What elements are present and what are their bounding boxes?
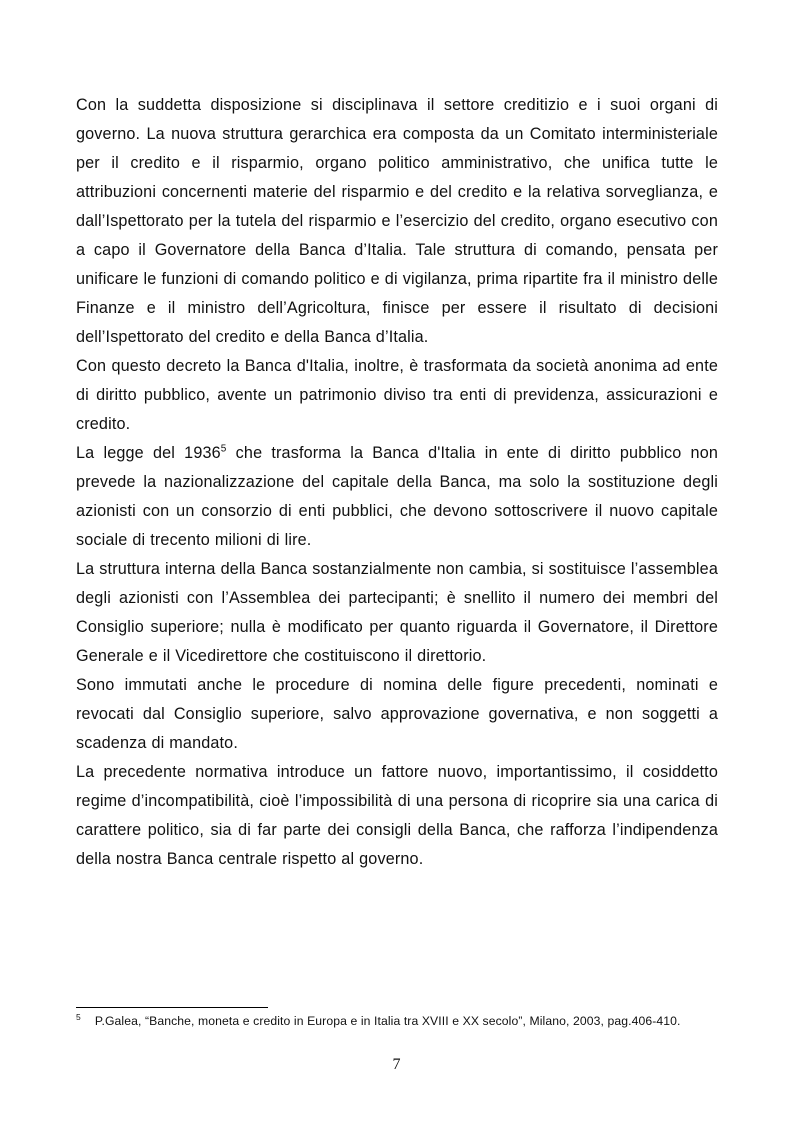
paragraph-2: Con questo decreto la Banca d'Italia, inoltre, è trasformata da società anonima ad ente di diritto pubblico, avente un patrimonio diviso tra enti di previdenza, assicurazioni e credito. [76,357,718,433]
paragraph-1: Con la suddetta disposizione si disciplinava il settore creditizio e i suoi organi di governo. La nuova struttura gerarchica era composta da un Comitato interministeriale per il credito e il risparmio, organo politico amministrativo, che unifica tutte le attribuzioni concernenti materie del risparmio e del credito e la relativa sorveglianza, e dall’Ispettorato per la tutela del risparmio e l’esercizio del credito, organo esecutivo con a capo il Governatore della Banca d’Italia. Tale struttura di comando, pensata per unificare le funzioni di comando politico e di vigilanza, prima ripartite fra il ministro delle Finanze e il ministro dell’Agricoltura, finisce per essere il risultato di decisioni dell’Ispettorato del credito e della Banca d’Italia. [76,96,718,346]
footnote-number: 5 [76,1011,81,1022]
paragraph-4: La struttura interna della Banca sostanzialmente non cambia, si sostituisce l’assemblea degli azionisti con l’Assemblea dei partecipanti; è snellito il numero dei membri del Consiglio superiore; nulla è modificato per quanto riguarda il Governatore, il Direttore Generale e il Vicedirettore che costituiscono il direttorio. [76,560,718,665]
footnote-separator [76,1007,268,1008]
page-number: 7 [392,1056,401,1073]
paragraph-5: Sono immutati anche le procedure di nomina delle figure precedenti, nominati e revocati dal Consiglio superiore, salvo approvazione governativa, e non soggetti a scadenza di mandato. [76,676,718,752]
footnote-reference[interactable]: 5 [220,443,227,455]
footnote [76,1013,718,1030]
paragraph-3-text-after: che trasforma la Banca d'Italia in ente di diritto pubblico non prevede la nazionalizzazione del capitale della Banca, ma solo la sostituzione degli azionisti con un consorzio di enti pubblici, che devono sottoscrivere il nuovo capitale sociale di trecento milioni di lire. [76,444,718,549]
body-text [76,91,718,874]
paragraph-6: La precedente normativa introduce un fattore nuovo, importantissimo, il cosiddetto regime d’incompatibilità, cioè l’impossibilità di una persona di ricoprire sia una carica di carattere politico, sia di far parte dei consigli della Banca, che rafforza l’indipendenza della nostra Banca centrale rispetto al governo. [76,763,718,868]
footnote-text: P.Galea, “Banche, moneta e credito in Europa e in Italia tra XVIII e XX secolo”, Milano, 2003, pag.406-410. [94,1014,681,1028]
paragraph-3 [76,439,718,555]
paragraph-3-text-before: La legge del 1936 [76,444,221,462]
